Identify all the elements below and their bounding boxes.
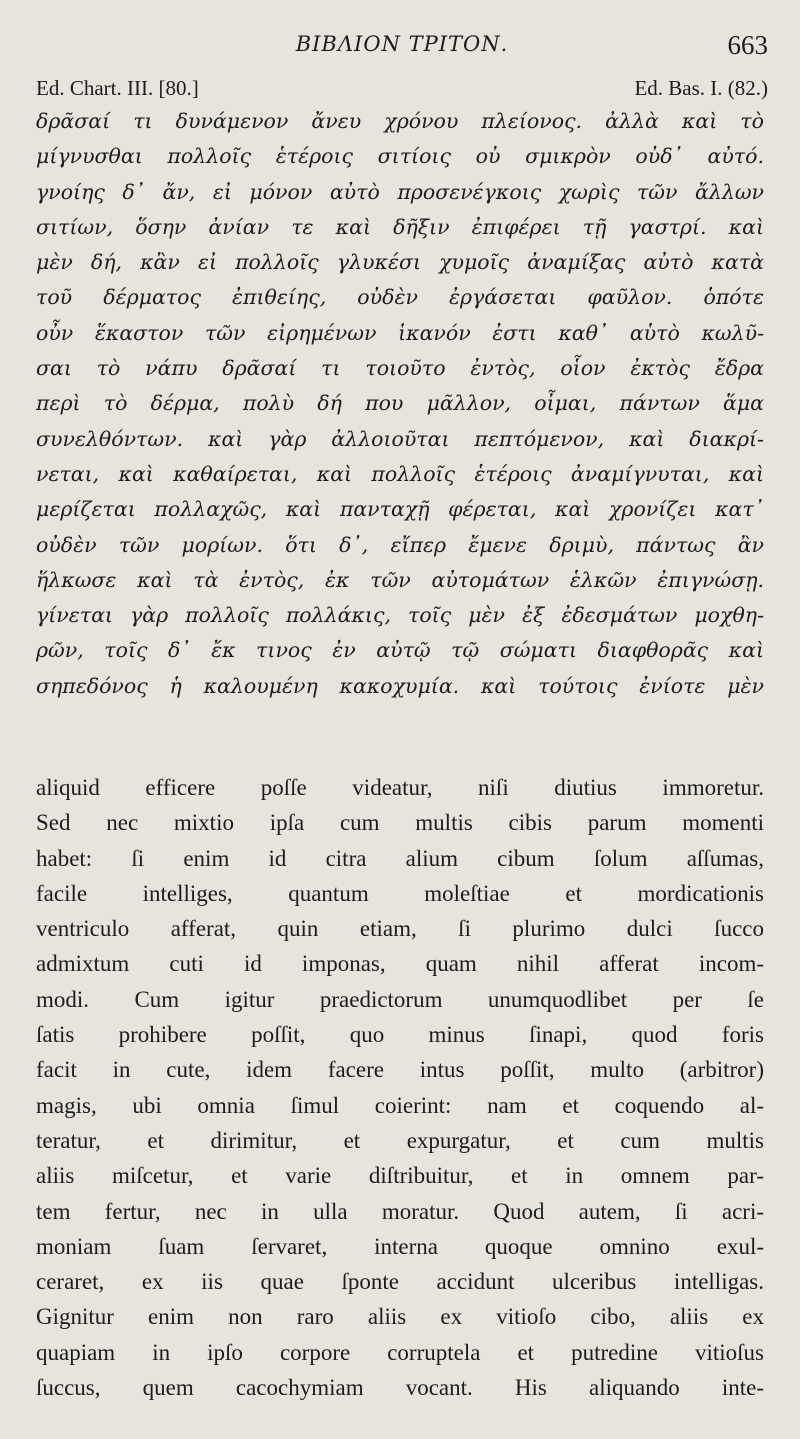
latin-line: quapiam in ipſo corpore corruptela et putredine vitioſus: [36, 1339, 764, 1365]
greek-text-block: [36, 104, 764, 704]
greek-line: σηπεδόνος ἡ καλουμένη κακοχυμία. καὶ τούτοις ἐνίοτε μὲν: [36, 673, 764, 698]
running-head: [36, 30, 768, 64]
latin-line: facile intelliges, quantum moleſtiae et mordicationis: [36, 880, 764, 906]
latin-line: magis, ubi omnia ſimul coierint: nam et coquendo al-: [36, 1092, 764, 1118]
latin-line: habet: ſi enim id citra alium cibum ſolum aſſumas,: [36, 845, 764, 871]
latin-line: teratur, et dirimitur, et expurgatur, et cum multis: [36, 1127, 764, 1153]
latin-line: aliquid efficere poſſe videatur, niſi diutius immoretur.: [36, 775, 764, 800]
greek-line: τοῦ δέρματος ἐπιθείης, οὐδὲν ἐργάσεται φαῦλον. ὁπότε: [36, 285, 764, 310]
latin-line: ceraret, ex iis quae ſponte accidunt ulceribus intelligas.: [36, 1269, 764, 1295]
greek-line: σιτίων, ὅσην ἀνίαν τε καὶ δῆξιν ἐπιφέρει τῇ γαστρί. καὶ: [36, 214, 764, 239]
greek-line: δρᾶσαί τι δυνάμενον ἄνευ χρόνου πλείονος. ἀλλὰ καὶ τὸ: [36, 109, 764, 133]
latin-line: ſuccus, quem cacochymiam vocant. His aliquando inte-: [36, 1375, 764, 1401]
greek-line: γίνεται γὰρ πολλοῖς πολλάκις, τοῖς μὲν ἐξ ἐδεσμάτων μοχθη-: [36, 603, 764, 628]
greek-line: ἥλκωσε καὶ τὰ ἐντὸς, ἐκ τῶν αὐτομάτων ἑλκῶν ἐπιγνώσῃ.: [36, 567, 764, 592]
greek-line: γνοίης δ᾽ ἄν, εἰ μόνον αὐτὸ προσενέγκοις χωρὶς τῶν ἄλλων: [36, 179, 764, 204]
running-title: ΒΙΒΛΙΟΝ ΤΡΙΤΟΝ.: [295, 32, 509, 56]
latin-text-block: [36, 770, 764, 1405]
latin-line: moniam ſuam ſervaret, interna quoque omnino exul-: [36, 1233, 764, 1259]
latin-line: aliis miſcetur, et varie diſtribuitur, et in omnem par-: [36, 1163, 764, 1189]
latin-line: modi. Cum igitur praedictorum unumquodlibet per ſe: [36, 986, 764, 1012]
greek-line: σαι τὸ νάπυ δρᾶσαί τι τοιοῦτο ἐντὸς, οἷον ἐκτὸς ἔδρα: [36, 356, 764, 381]
latin-line: tem fertur, nec in ulla moratur. Quod autem, ſi acri-: [36, 1198, 764, 1224]
greek-line: περὶ τὸ δέρμα, πολὺ δή που μᾶλλον, οἶμαι, πάντων ἅμα: [36, 391, 764, 416]
edition-basel-reference: Ed. Bas. I. (82.): [634, 76, 768, 100]
latin-line: Gignitur enim non raro aliis ex vitioſo cibo, aliis ex: [36, 1304, 764, 1330]
greek-line: μὲν δή, κἂν εἰ πολλοῖς γλυκέσι χυμοῖς ἀναμίξας αὐτὸ κατὰ: [36, 250, 764, 275]
greek-line: οὖν ἕκαστον τῶν εἰρημένων ἱκανόν ἐστι καθ᾽ αὑτὸ κωλῦ-: [36, 320, 764, 345]
latin-line: admixtum cuti id imponas, quam nihil afferat incom-: [36, 951, 764, 977]
greek-line: νεται, καὶ καθαίρεται, καὶ πολλοῖς ἑτέροις ἀναμίγνυται, καὶ: [36, 461, 764, 486]
greek-line: συνελθόντων. καὶ γὰρ ἀλλοιοῦται πεπτόμενον, καὶ διακρί-: [36, 426, 764, 451]
edition-references: [36, 76, 768, 102]
greek-line: οὐδὲν τῶν μορίων. ὅτι δ᾽, εἴπερ ἔμενε δριμὺ, πάντως ἂν: [36, 532, 764, 557]
greek-line: μερίζεται πολλαχῶς, καὶ πανταχῇ φέρεται, καὶ χρονίζει κατ᾽: [36, 497, 764, 522]
latin-line: ſatis prohibere poſſit, quo minus ſinapi, quod foris: [36, 1022, 764, 1048]
latin-line: facit in cute, idem facere intus poſſit, multo (arbitror): [36, 1057, 764, 1083]
edition-chartier-reference: Ed. Chart. III. [80.]: [36, 76, 199, 100]
latin-line: Sed nec mixtio ipſa cum multis cibis parum momenti: [36, 810, 764, 836]
greek-line: ρῶν, τοῖς δ᾽ ἔκ τινος ἐν αὐτῷ τῷ σώματι διαφθορᾶς καὶ: [36, 638, 764, 663]
latin-line: ventriculo afferat, quin etiam, ſi plurimo dulci ſucco: [36, 916, 764, 942]
page-number: 663: [727, 30, 768, 60]
greek-line: μίγνυσθαι πολλοῖς ἑτέροις σιτίοις οὐ σμικρὸν οὐδ᾽ αὐτό.: [36, 144, 764, 169]
